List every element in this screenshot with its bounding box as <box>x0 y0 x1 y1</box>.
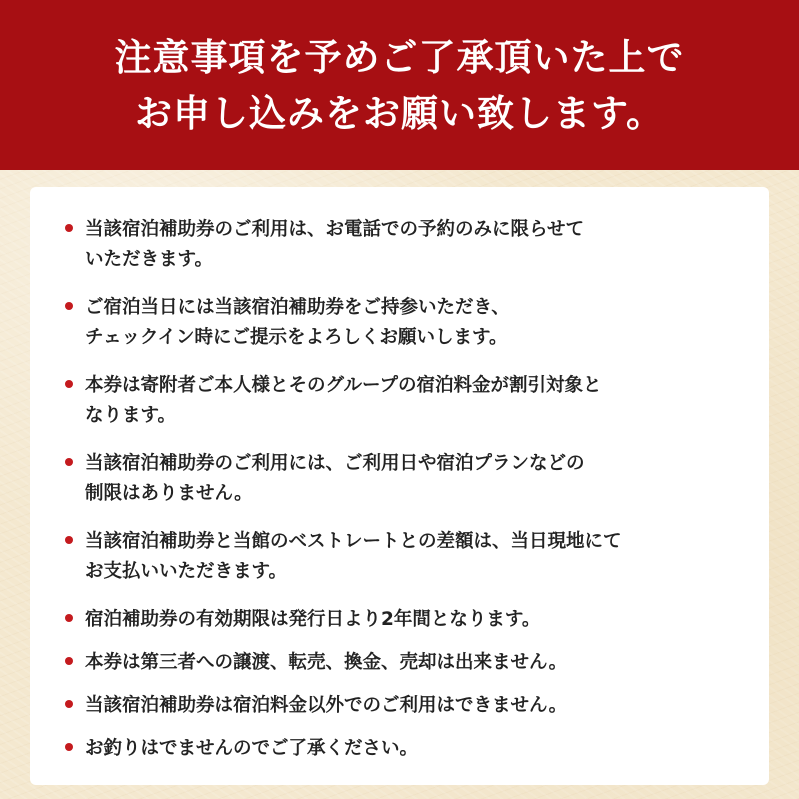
notice-item <box>85 648 735 678</box>
notice-item <box>85 605 735 635</box>
notice-list <box>30 215 769 764</box>
notice-text: チェックイン時にご提示をよろしくお願いします。 <box>85 327 508 348</box>
bullet-dot-icon <box>65 380 73 388</box>
notice-card <box>30 187 769 785</box>
bullet-dot-icon <box>65 700 73 708</box>
notice-text: 制限はありません。 <box>85 483 253 504</box>
header-banner <box>0 0 799 170</box>
bullet-dot-icon <box>65 657 73 665</box>
notice-text: 当該宿泊補助券のご利用には、ご利用日や宿泊プランなどの <box>85 453 585 474</box>
notice-item <box>85 293 735 353</box>
bullet-dot-icon <box>65 458 73 466</box>
notice-text: お釣りはでませんのでご了承ください。 <box>85 738 419 759</box>
notice-text: 宿泊補助券の有効期限は発行日より2年間となります。 <box>85 609 541 630</box>
notice-text: お支払いいただきます。 <box>85 561 288 582</box>
bullet-dot-icon <box>65 614 73 622</box>
notice-text: 当該宿泊補助券は宿泊料金以外でのご利用はできません。 <box>85 695 568 716</box>
notice-item <box>85 449 735 509</box>
notice-text: 本券は第三者への譲渡、転売、換金、売却は出来ません。 <box>85 652 568 673</box>
notice-item <box>85 691 735 721</box>
notice-text: なります。 <box>85 405 177 426</box>
notice-text: 当該宿泊補助券のご利用は、お電話での予約のみに限らせて <box>85 219 584 240</box>
notice-text: ご宿泊当日には当該宿泊補助券をご持参いただき、 <box>85 297 510 318</box>
bullet-dot-icon <box>65 536 73 544</box>
notice-text: 当該宿泊補助券と当館のベストレートとの差額は、当日現地にて <box>85 531 622 552</box>
bullet-dot-icon <box>65 302 73 310</box>
header-title-line-2: お申し込みをお願い致します。 <box>134 91 665 135</box>
notice-text: 本券は寄附者ご本人様とそのグループの宿泊料金が割引対象と <box>85 375 602 396</box>
notice-item <box>85 734 735 764</box>
notice-text: いただきます。 <box>85 249 214 270</box>
notice-item <box>85 527 735 587</box>
header-title-line-1: 注意事項を予めご了承頂いた上で <box>114 35 685 79</box>
bullet-dot-icon <box>65 224 73 232</box>
notice-item <box>85 215 735 275</box>
notice-item <box>85 371 735 431</box>
bullet-dot-icon <box>65 743 73 751</box>
